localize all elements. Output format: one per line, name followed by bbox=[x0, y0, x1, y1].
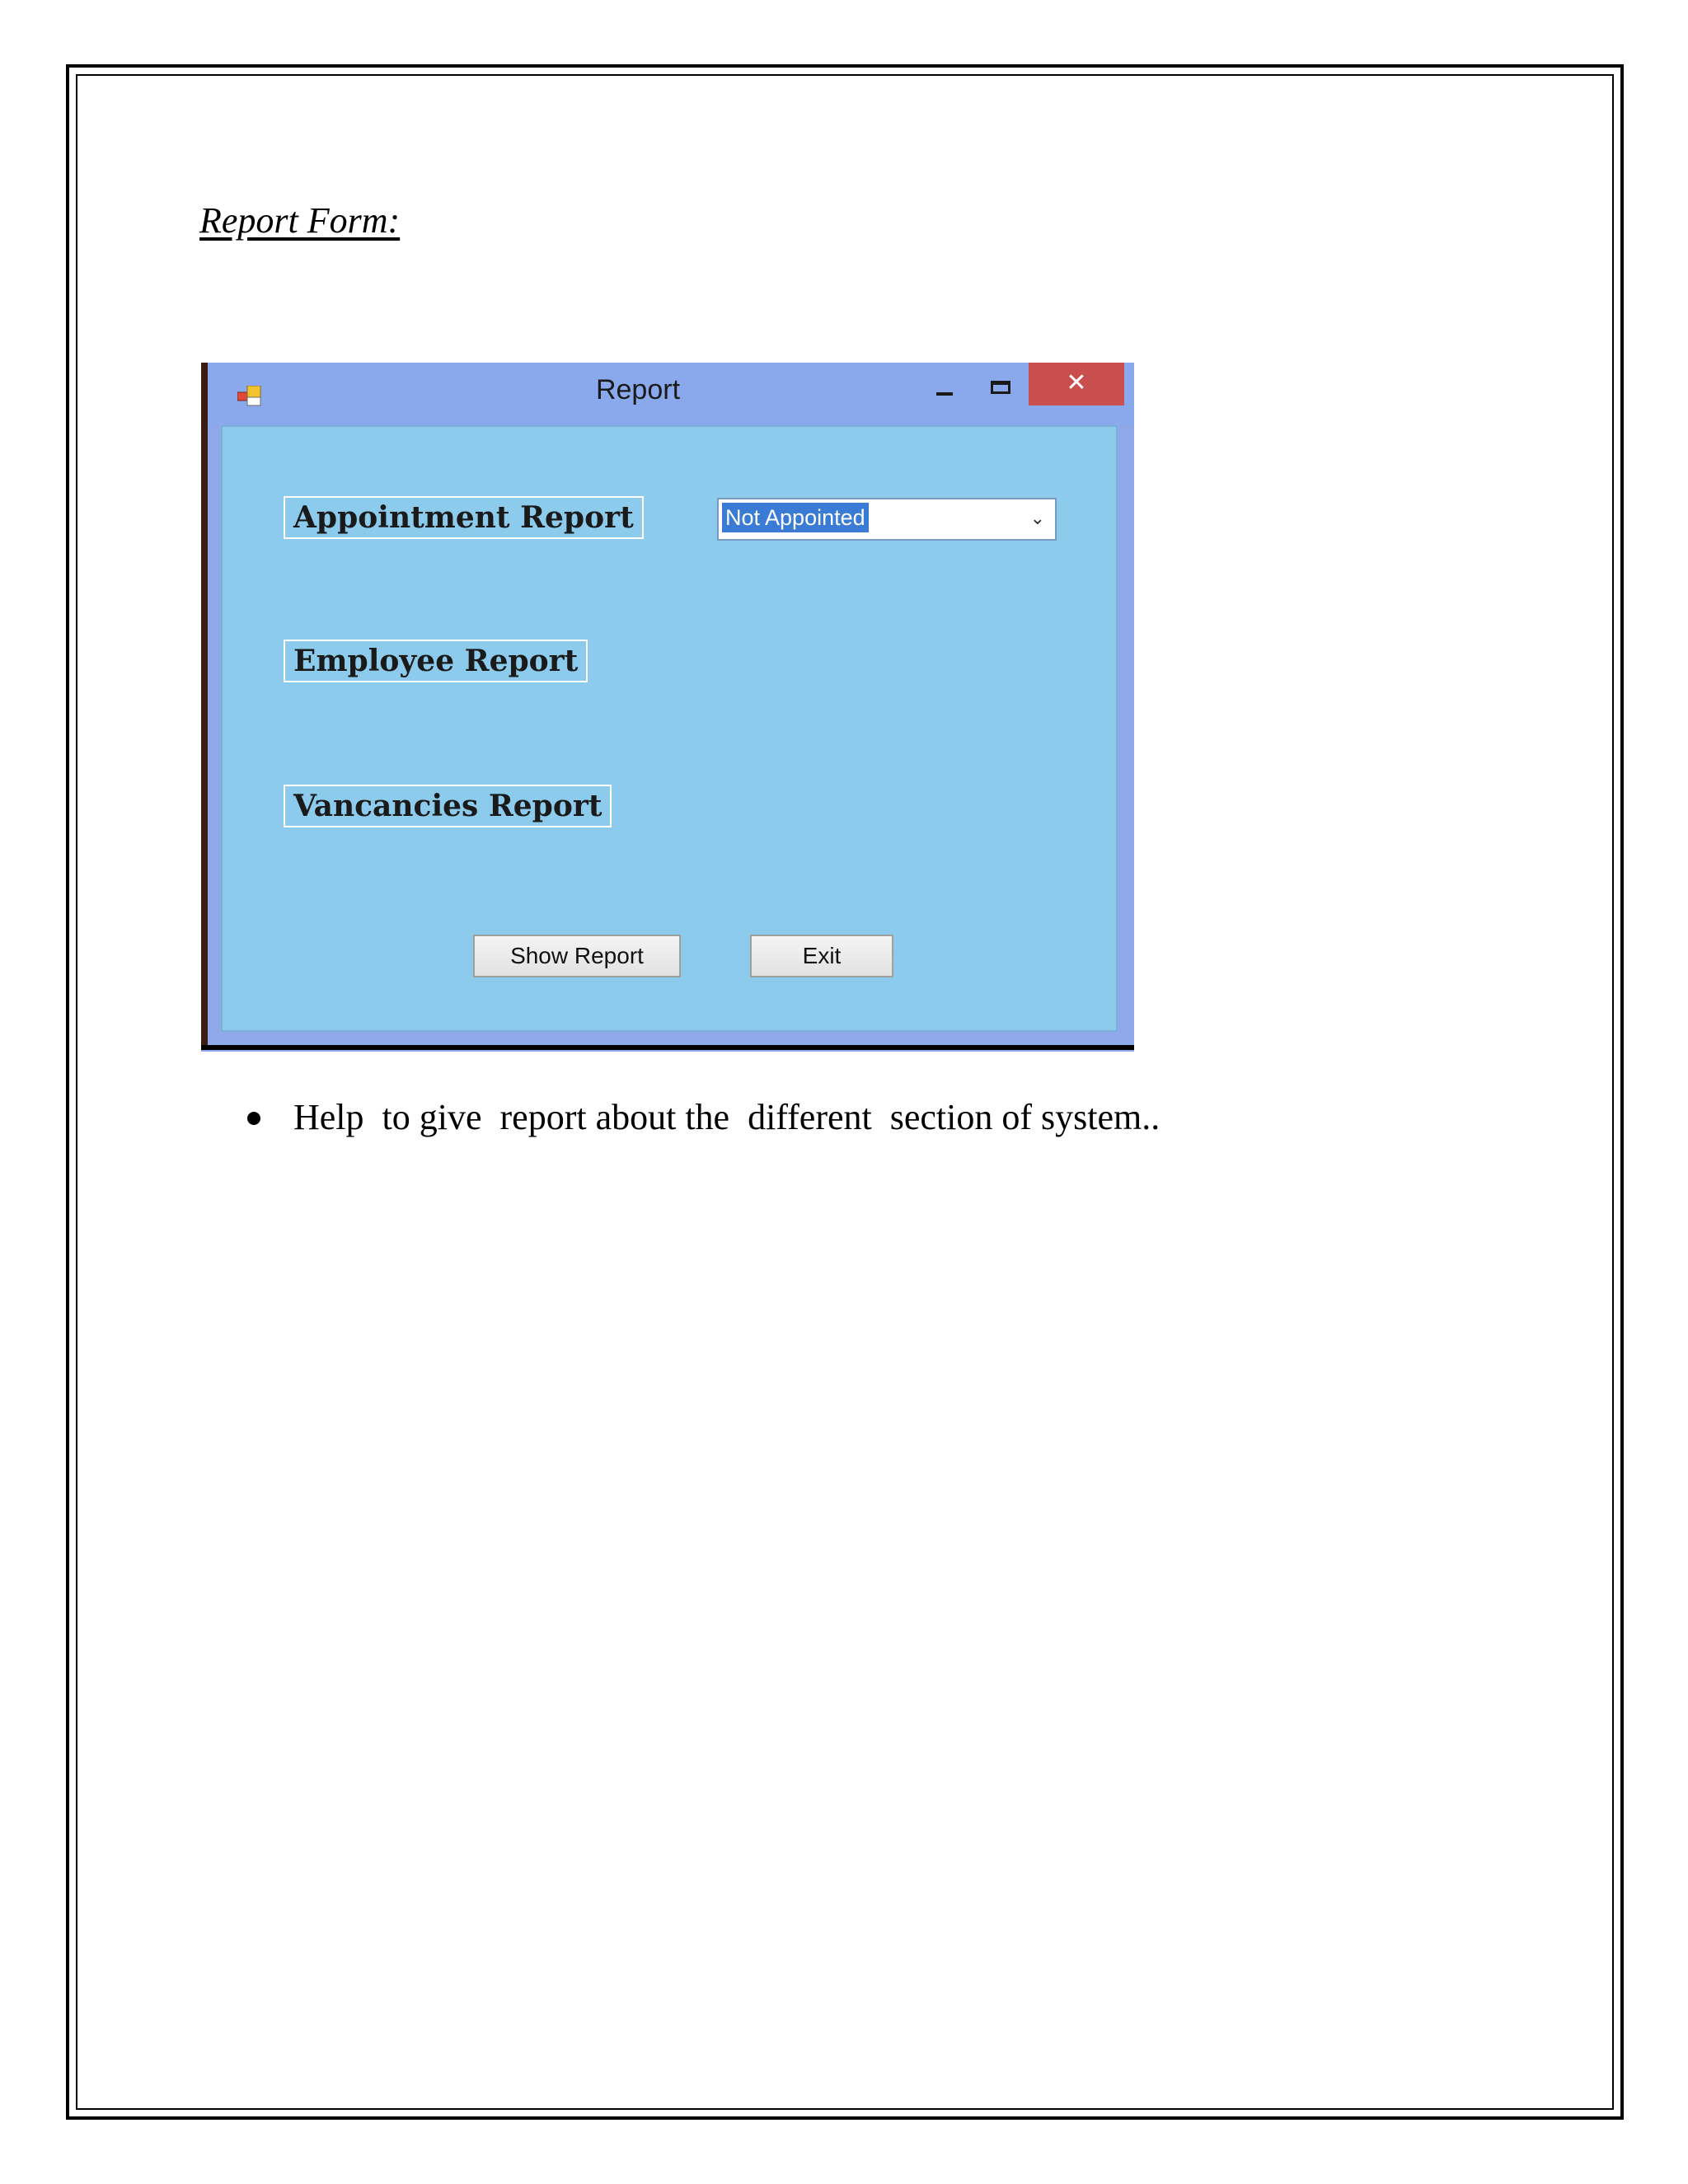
appointment-report-label[interactable]: Appointment Report bbox=[284, 496, 644, 539]
show-report-button[interactable]: Show Report bbox=[473, 935, 681, 977]
section-heading: Report Form: bbox=[199, 200, 401, 241]
window-left-edge bbox=[201, 363, 208, 1045]
window-bottom-rule bbox=[201, 1045, 1134, 1050]
maximize-icon[interactable] bbox=[991, 381, 1010, 394]
minimize-icon[interactable] bbox=[936, 392, 953, 396]
close-button[interactable]: ✕ bbox=[1029, 363, 1124, 405]
exit-button[interactable]: Exit bbox=[750, 935, 893, 977]
employee-report-label[interactable]: Employee Report bbox=[284, 640, 588, 682]
chevron-down-icon[interactable]: ⌄ bbox=[1029, 509, 1045, 529]
window-title: Report bbox=[595, 374, 681, 405]
bullet-icon bbox=[247, 1112, 260, 1125]
bullet-text: Help to give report about the different section of system.. bbox=[293, 1097, 1160, 1137]
vacancies-report-label[interactable]: Vancancies Report bbox=[284, 785, 612, 827]
appointment-filter-select[interactable] bbox=[717, 498, 1057, 541]
form-client-area bbox=[221, 425, 1118, 1032]
bullet-list-item bbox=[247, 1096, 1160, 1138]
appointment-filter-value: Not Appointed bbox=[722, 503, 869, 532]
report-window bbox=[201, 363, 1134, 1052]
title-bar[interactable] bbox=[208, 363, 1134, 425]
